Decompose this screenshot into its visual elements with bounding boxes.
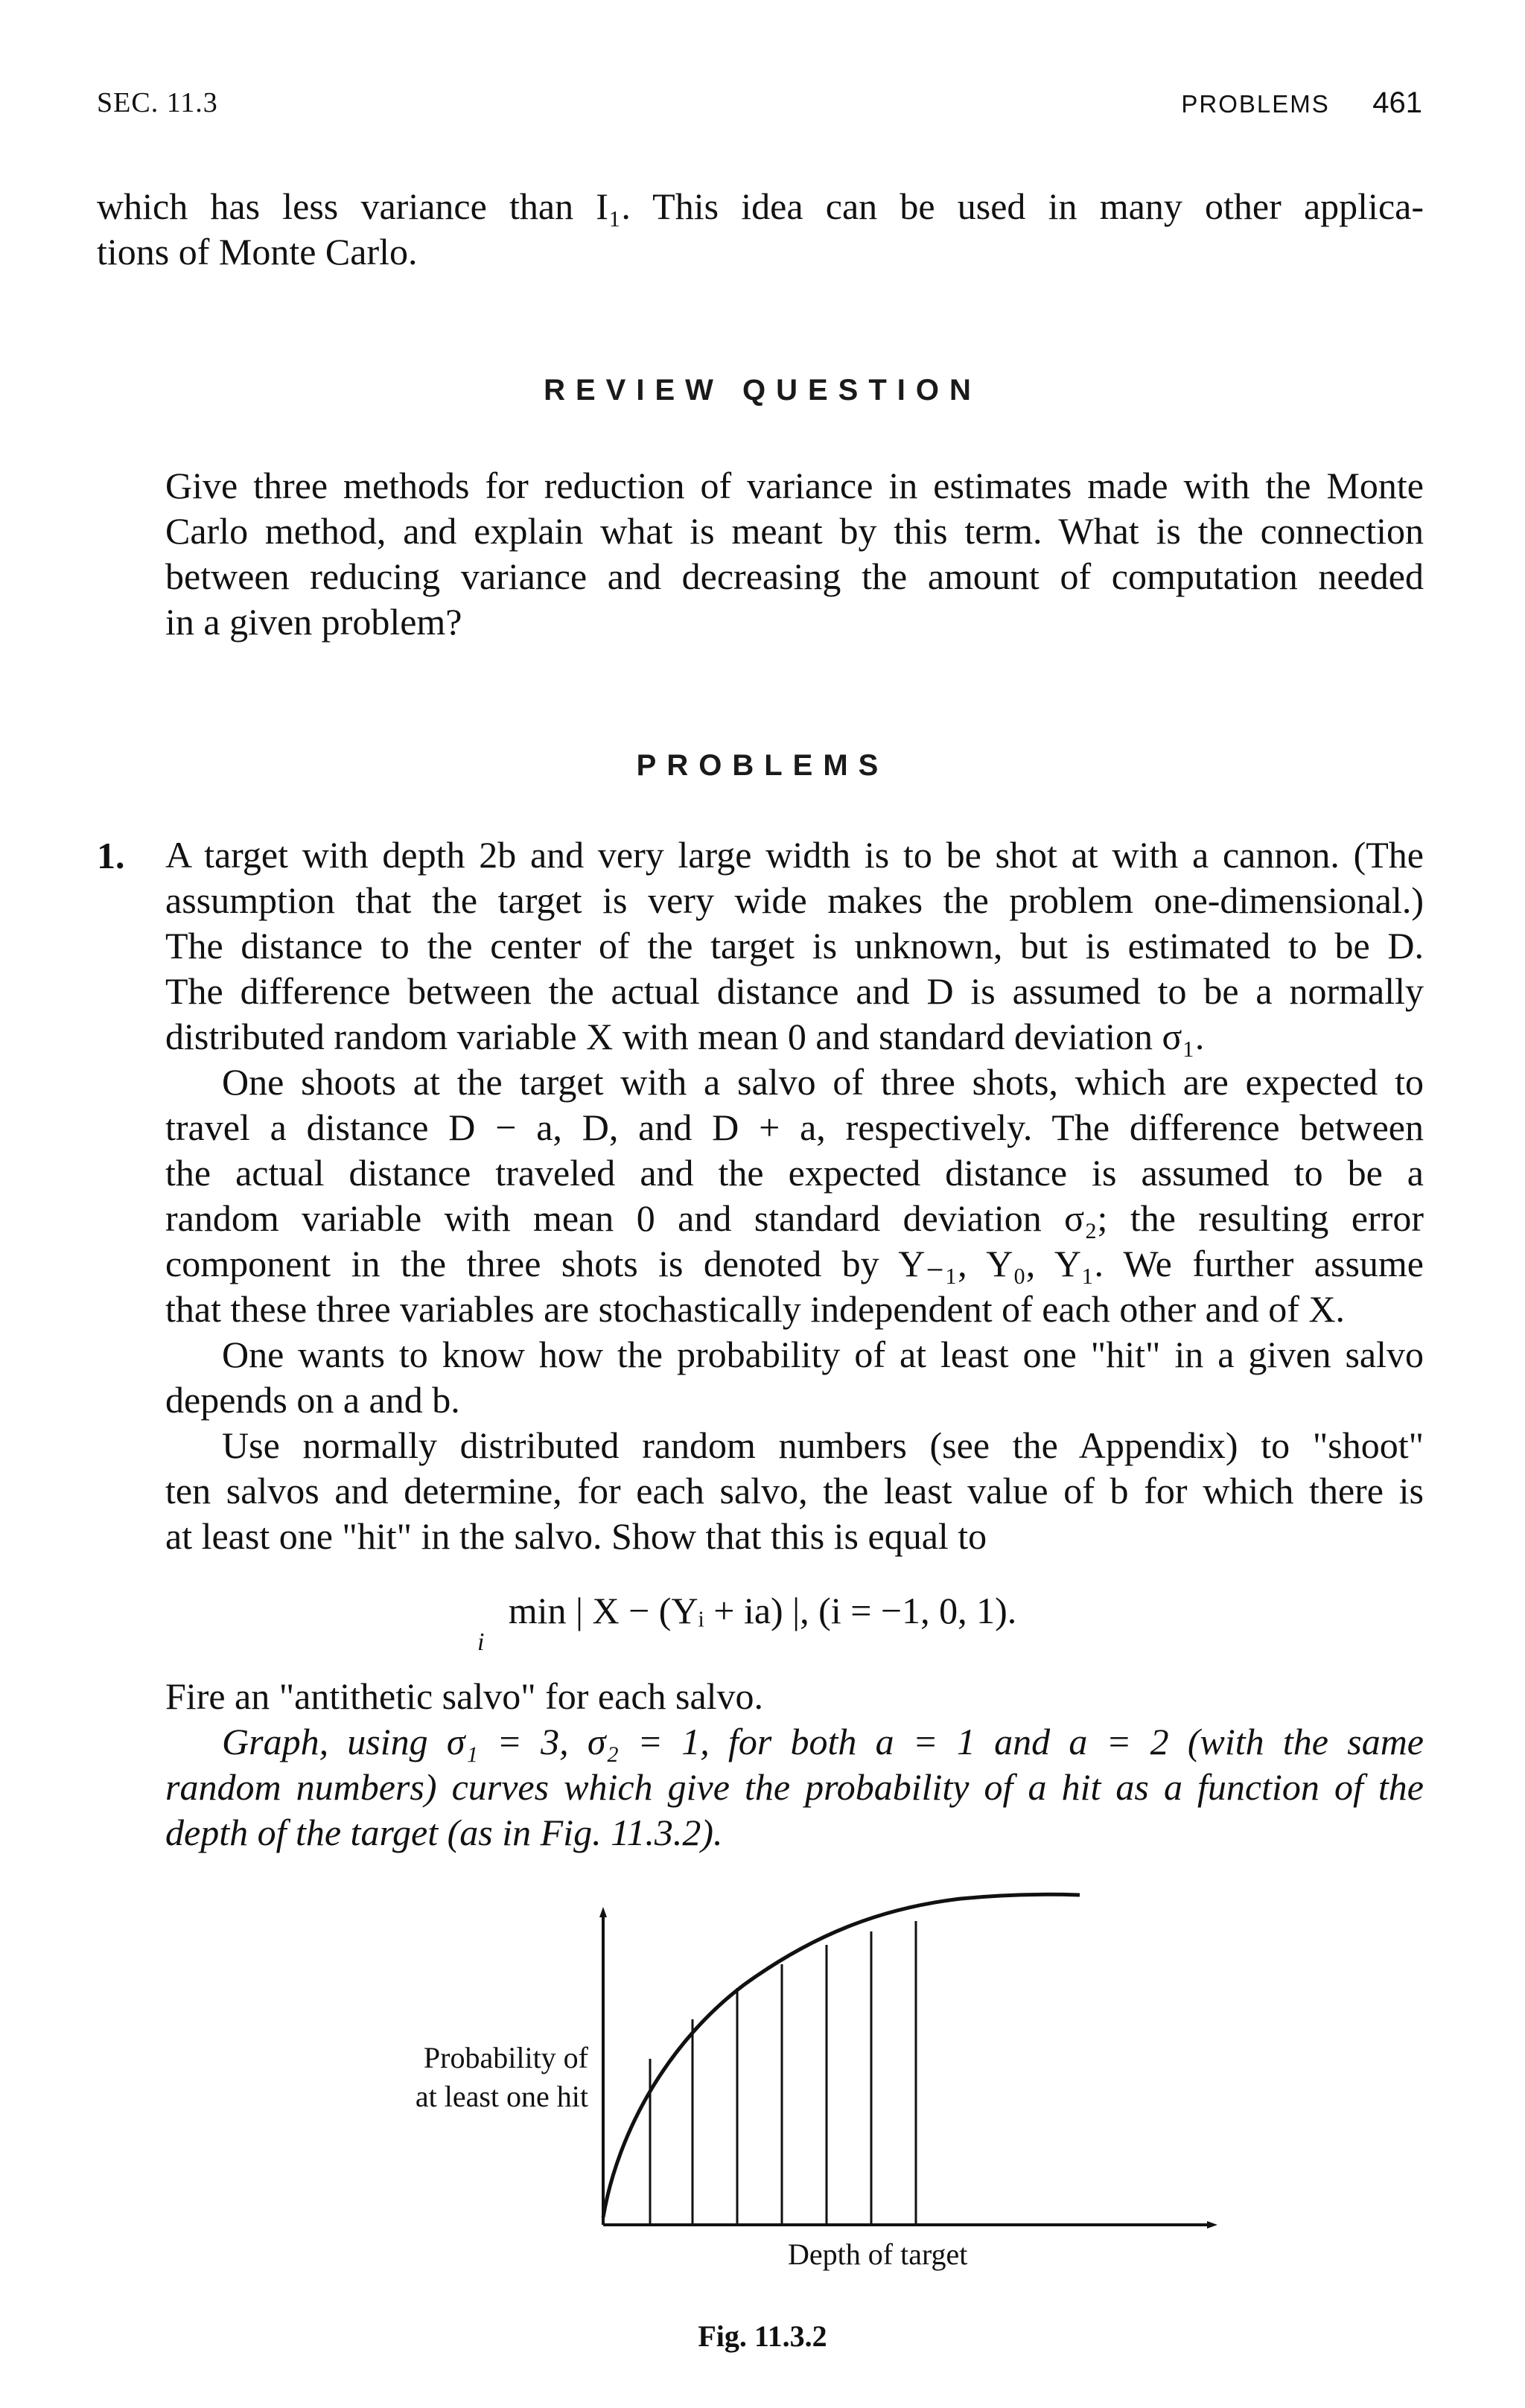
figure-caption: Fig. 11.3.2 <box>698 2319 827 2353</box>
review-line: between reducing variance and decreasing the amount of computation needed <box>165 555 1424 597</box>
probability-curve <box>603 1894 1080 2217</box>
problem-line: Use normally distributed random numbers (see the Appendix) to "shoot" <box>222 1424 1424 1466</box>
problem-line: the actual distance traveled and the expected distance is assumed to be a <box>165 1152 1424 1194</box>
problem-number: 1. <box>97 835 125 876</box>
problem-line: distributed random variable X with mean 0 and standard deviation σ₁. <box>165 1016 1205 1057</box>
intro-line: which has less variance than I₁. This idea can be used in many other applica- <box>97 185 1424 227</box>
y-label-line: at least one hit <box>415 2080 588 2113</box>
problem-line: random numbers) curves which give the probability of a hit as a function of the <box>165 1766 1424 1808</box>
problem-line: component in the three shots is denoted by Y₋₁, Y₀, Y₁. We further assume <box>165 1243 1424 1284</box>
section-label: SEC. 11.3 <box>97 87 218 118</box>
problem-line: Graph, using σ₁ = 3, σ₂ = 1, for both a = 1 and a = 2 (with the same <box>222 1721 1424 1762</box>
problem-line: Fire an "antithetic salvo" for each salvo. <box>165 1675 764 1717</box>
problem-line: depth of the target (as in Fig. 11.3.2). <box>165 1812 723 1853</box>
problem-line: A target with depth 2b and very large width is to be shot at with a cannon. (The <box>165 834 1424 876</box>
intro-line: tions of Monte Carlo. <box>97 231 418 273</box>
display-formula: min | X − (Yᵢ + ia) |, (i = −1, 0, 1). <box>508 1590 1017 1631</box>
problem-line: random variable with mean 0 and standard deviation σ₂; the resulting error <box>165 1197 1424 1239</box>
problem-line: One wants to know how the probability of at least one "hit" in a given salvo <box>222 1334 1424 1375</box>
review-line: Carlo method, and explain what is meant by this term. What is the connection <box>165 510 1424 552</box>
problem-line: assumption that the target is very wide makes the problem one-dimensional.) <box>165 879 1424 921</box>
review-line: in a given problem? <box>165 601 462 643</box>
problem-line: One shoots at the target with a salvo of three shots, which are expected to <box>222 1061 1424 1103</box>
figure-y-label <box>372 2039 588 2116</box>
problem-line: travel a distance D − a, D, and D + a, respectively. The difference between <box>165 1106 1424 1148</box>
page-number: 461 <box>1372 86 1422 119</box>
problem-line: depends on a and b. <box>165 1379 460 1421</box>
formula-subscript: i <box>477 1628 485 1656</box>
review-heading: REVIEW QUESTION <box>544 374 981 407</box>
figure-x-label: Depth of target <box>788 2237 968 2271</box>
problem-line: that these three variables are stochastically independent of each other and of X. <box>165 1288 1346 1330</box>
problem-line: The difference between the actual distance and D is assumed to be a normally <box>165 970 1424 1012</box>
problem-line: The distance to the center of the target is unknown, but is estimated to be D. <box>165 925 1424 966</box>
problems-heading: PROBLEMS <box>636 749 889 782</box>
y-label-line: Probability of <box>423 2041 588 2074</box>
header-title: PROBLEMS <box>1181 90 1330 118</box>
problem-line: at least one "hit" in the salvo. Show that this is equal to <box>165 1515 987 1557</box>
problem-line: ten salvos and determine, for each salvo, the least value of b for which there is <box>165 1470 1424 1512</box>
area-hatch-lines <box>650 1921 916 2225</box>
review-line: Give three methods for reduction of variance in estimates made with the Monte <box>165 465 1424 506</box>
